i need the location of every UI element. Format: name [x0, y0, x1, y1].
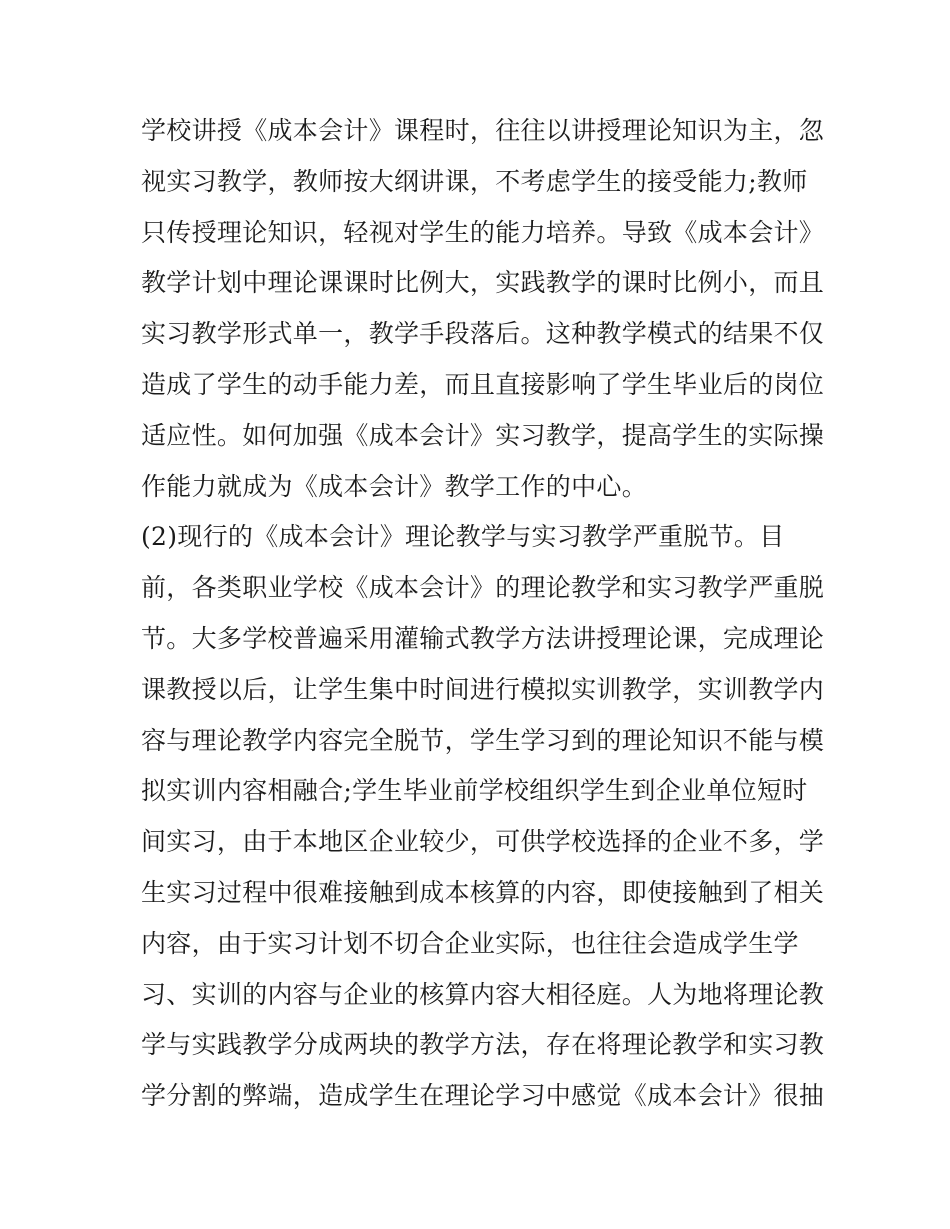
text-line-18: 习、实训的内容与企业的核算内容大相径庭。人为地将理论教	[141, 979, 825, 1009]
text-line-7: 适应性。如何加强《成本会计》实习教学，提高学生的实际操	[141, 420, 825, 450]
text-line-10: 前，各类职业学校《成本会计》的理论教学和实习教学严重脱	[141, 573, 825, 603]
text-line-12: 课教授以后，让学生集中时间进行模拟实训教学，实训教学内	[141, 674, 825, 704]
text-line-1: 学校讲授《成本会计》课程时，往往以讲授理论知识为主，忽	[141, 116, 825, 145]
text-line-13: 容与理论教学内容完全脱节，学生学习到的理论知识不能与模	[141, 725, 825, 755]
text-line-3: 只传授理论知识，轻视对学生的能力培养。导致《成本会计》	[141, 217, 825, 247]
text-line-19: 学与实践教学分成两块的教学方法，存在将理论教学和实习教	[141, 1030, 825, 1060]
text-line-5: 实习教学形式单一，教学手段落后。这种教学模式的结果不仅	[141, 319, 825, 349]
text-line-9: (2)现行的《成本会计》理论教学与实习教学严重脱节。目	[141, 522, 785, 552]
text-line-15: 间实习，由于本地区企业较少，可供学校选择的企业不多，学	[141, 827, 825, 857]
text-line-20: 学分割的弊端，造成学生在理论学习中感觉《成本会计》很抽	[141, 1081, 825, 1111]
text-line-16: 生实习过程中很难接触到成本核算的内容，即使接触到了相关	[141, 877, 825, 907]
text-line-4: 教学计划中理论课课时比例大，实践教学的课时比例小，而且	[141, 268, 825, 298]
text-line-2: 视实习教学，教师按大纲讲课，不考虑学生的接受能力;教师	[141, 166, 808, 196]
text-line-17: 内容，由于实习计划不切合企业实际，也往往会造成学生学	[141, 928, 799, 958]
text-line-8: 作能力就成为《成本会计》教学工作的中心。	[141, 471, 648, 501]
text-line-6: 造成了学生的动手能力差，而且直接影响了学生毕业后的岗位	[141, 369, 825, 399]
body-text	[141, 106, 825, 1122]
text-line-11: 节。大多学校普遍采用灌输式教学方法讲授理论课，完成理论	[141, 623, 825, 653]
text-line-14: 拟实训内容相融合;学生毕业前学校组织学生到企业单位短时	[141, 776, 808, 806]
